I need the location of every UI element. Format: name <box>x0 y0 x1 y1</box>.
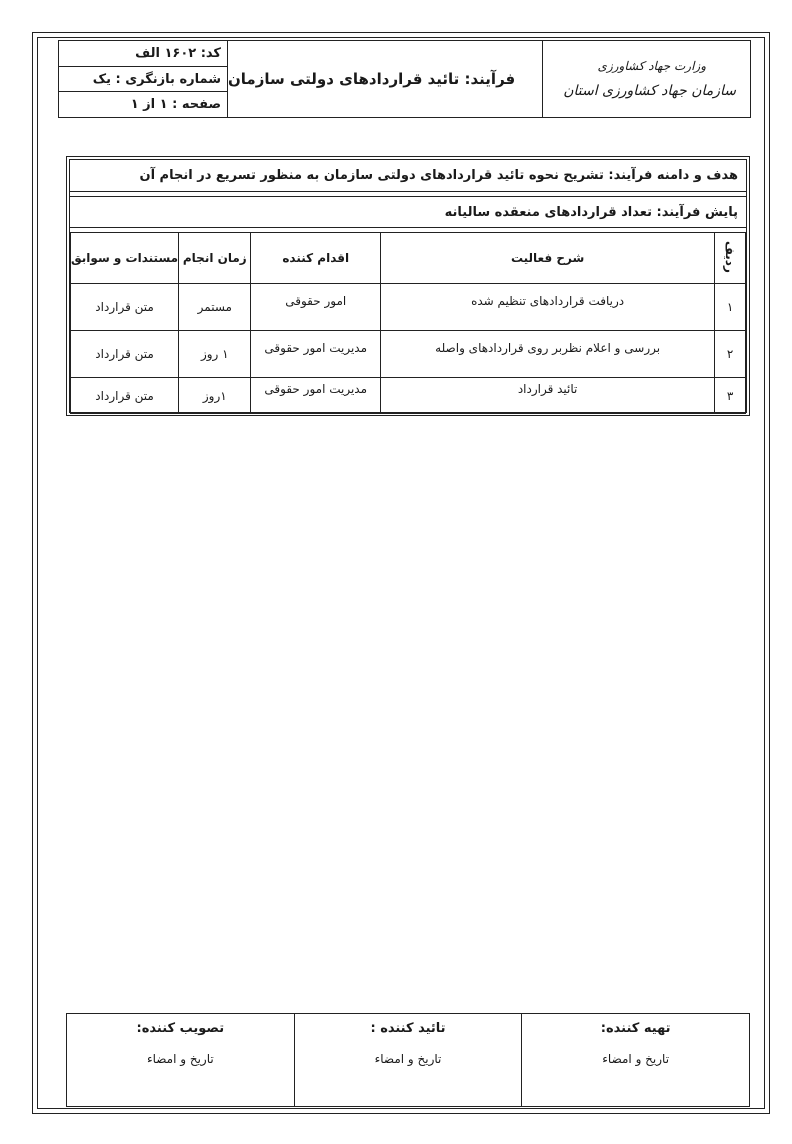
row-documents: متن قرارداد <box>71 331 179 378</box>
page-number: صفحه : ۱ از ۱ <box>130 97 221 113</box>
signature-row <box>67 1014 750 1107</box>
row-description: بررسی و اعلام نظربر روی قراردادهای واصله <box>380 331 714 378</box>
row-time: مستمر <box>179 284 251 331</box>
ratified-by-label: تصویب کننده: <box>136 1021 225 1036</box>
document-meta <box>59 41 228 117</box>
row-time: ۱ روز <box>179 331 251 378</box>
approved-date-sign: تاریخ و امضاء <box>374 1052 442 1066</box>
row-description: تائید قرارداد <box>380 378 714 414</box>
header-index: ردیف <box>715 233 746 284</box>
header-time: زمان انجام <box>179 233 251 284</box>
signature-approved <box>294 1014 522 1107</box>
process-title: فرآیند: تائید قراردادهای دولتی سازمان <box>228 41 543 117</box>
row-actor: مدیریت امور حقوقی <box>251 331 380 378</box>
row-index: ۳ <box>715 378 746 414</box>
header-documents: مستندات و سوابق <box>71 233 179 284</box>
activities-table <box>70 232 746 414</box>
process-scope: هدف و دامنه فرآیند: تشریح نحوه تائید قراردادهای دولتی سازمان به منظور تسریع در انجام آن <box>70 160 746 192</box>
table-row <box>71 378 746 414</box>
organization-logo-text <box>543 41 750 117</box>
ministry-name: وزارت جهاد کشاورزی <box>597 59 706 73</box>
document-header <box>58 40 751 118</box>
row-time: ۱روز <box>179 378 251 414</box>
header-description: شرح فعالیت <box>380 233 714 284</box>
row-index: ۲ <box>715 331 746 378</box>
process-monitoring: پایش فرآیند: تعداد قراردادهای منعقده سالیانه <box>70 196 746 228</box>
ratified-date-sign: تاریخ و امضاء <box>146 1052 214 1066</box>
document-code: کد: ۱۶۰۲ الف <box>59 41 227 67</box>
row-documents: متن قرارداد <box>71 378 179 414</box>
organization-name: سازمان جهاد کشاورزی استان <box>563 83 736 99</box>
header-actor: اقدام کننده <box>251 233 380 284</box>
row-documents: متن قرارداد <box>71 284 179 331</box>
process-table-inner <box>69 159 747 413</box>
row-index: ۱ <box>715 284 746 331</box>
prepared-date-sign: تاریخ و امضاء <box>602 1052 670 1066</box>
signature-ratified <box>67 1014 295 1107</box>
row-description: دریافت قراردادهای تنظیم شده <box>380 284 714 331</box>
prepared-by-label: تهیه کننده: <box>600 1021 671 1036</box>
revision-number: شماره بازنگری : یک <box>59 67 227 93</box>
row-actor: مدیریت امور حقوقی <box>251 378 380 414</box>
row-actor: امور حقوقی <box>251 284 380 331</box>
table-header-row <box>71 233 746 284</box>
process-table-box <box>66 156 750 416</box>
approved-by-label: تائید کننده : <box>370 1021 446 1036</box>
table-row <box>71 331 746 378</box>
signature-prepared <box>522 1014 750 1107</box>
table-row <box>71 284 746 331</box>
signature-table <box>66 1013 750 1107</box>
